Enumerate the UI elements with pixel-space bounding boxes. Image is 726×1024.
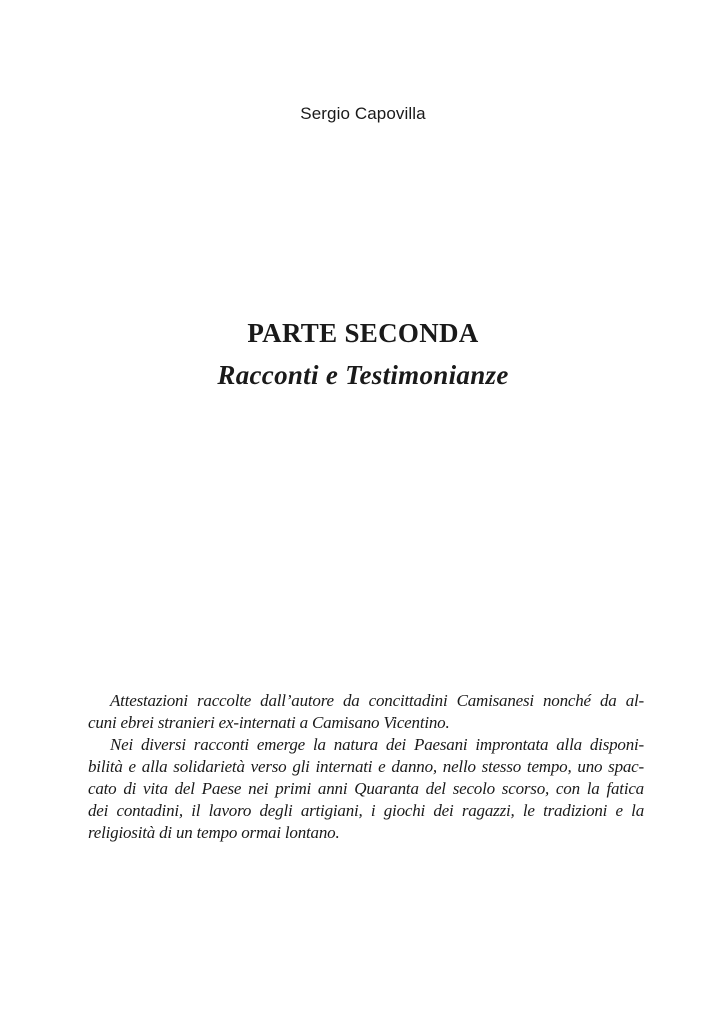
intro-line: religiosità di un tempo ormai lontano. [88, 823, 340, 842]
intro-line: Attestazioni raccolte dall’autore da concittadini Camisanesi nonché da al- [110, 691, 644, 710]
intro-line: dei contadini, il lavoro degli artigiani, i giochi dei ragazzi, le tradizioni e la [88, 801, 644, 820]
intro-line: cato di vita del Paese nei primi anni Quaranta del secolo scorso, con la fatica [88, 779, 644, 798]
part-title: PARTE SECONDA [247, 318, 479, 348]
part-subtitle: Racconti e Testimonianze [217, 360, 509, 390]
intro-text [88, 690, 644, 844]
intro-line: cuni ebrei stranieri ex-internati a Camisano Vicentino. [88, 713, 450, 732]
author-name: Sergio Capovilla [300, 104, 426, 123]
intro-line: bilità e alla solidarietà verso gli internati e danno, nello stesso tempo, uno spac- [88, 757, 644, 776]
intro-line: Nei diversi racconti emerge la natura dei Paesani improntata alla disponi- [110, 735, 644, 754]
